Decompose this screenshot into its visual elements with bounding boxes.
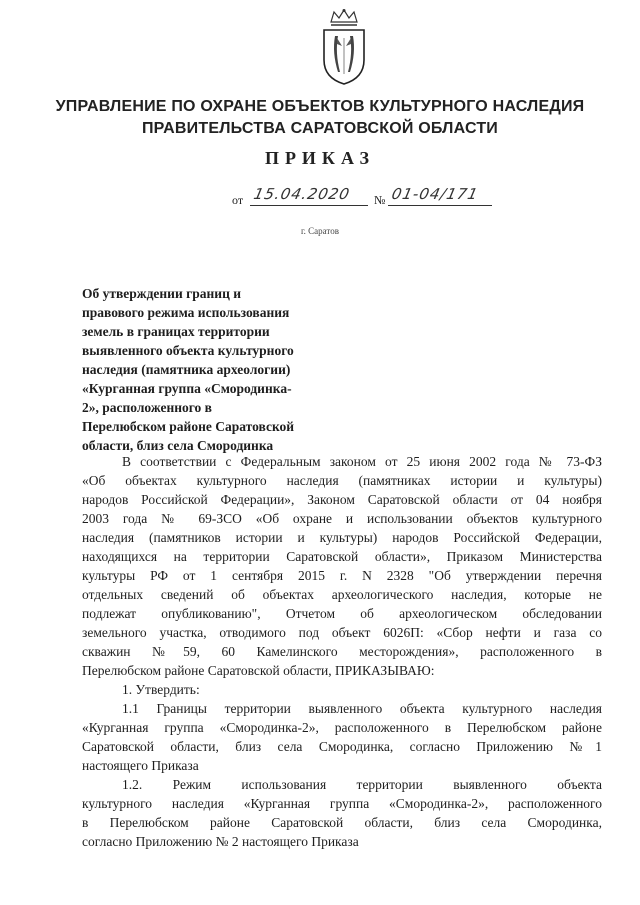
body-line: 1. Утвердить:: [122, 682, 200, 697]
body-line: «Об объектах культурного наследия (памятниках истории и культуры): [82, 473, 602, 488]
body-line: 2003 года № 69-ЗСО «Об охране и использовании объектов культурного: [82, 511, 602, 526]
handwritten-date: 15.04.2020: [252, 185, 352, 203]
body-line: культуры РФ от 1 сентября 2015 г. N 2328 "Об утверждении перечня: [82, 568, 602, 583]
body-line: в Перелюбском районе Саратовской области, близ села Смородинка,: [82, 815, 602, 830]
subject-line: 2», расположенного в: [82, 400, 212, 415]
date-label: от: [232, 193, 244, 207]
body-line: Перелюбском районе Саратовской области, ПРИКАЗЫВАЮ:: [82, 663, 435, 678]
body-line: настоящего Приказа: [82, 758, 199, 773]
body-line: 1.1 Границы территории выявленного объекта культурного наследия: [122, 701, 602, 716]
subject-line: Об утверждении границ и: [82, 286, 241, 301]
subject-line: выявленного объекта культурного: [82, 343, 294, 358]
body-line: находящихся на территории Саратовской области», Приказом Министерства: [82, 549, 602, 564]
order-date-number: [232, 185, 532, 209]
body-line: «Курганная группа «Смородинка-2», расположенного в Перелюбском районе: [82, 720, 602, 735]
subject-line: области, близ села Смородинка: [82, 438, 274, 453]
body-line: земельного участка, отводимого под объект 6026П: «Сбор нефти и газа со: [82, 625, 602, 640]
document-body: [82, 452, 602, 851]
body-line: культурного наследия «Курганная группа «Смородинка-2», расположенного: [82, 796, 602, 811]
subject-line: земель в границах территории: [82, 324, 270, 339]
organization-name: [0, 96, 640, 140]
body-line: 1.2. Режим использования территории выявленного объекта: [122, 777, 602, 792]
subject-line: «Курганная группа «Смородинка-: [82, 381, 292, 396]
saratov-coat-of-arms-icon: [318, 8, 370, 88]
subject-line: наследия (памятника археологии): [82, 362, 291, 377]
document-subject: [82, 284, 382, 455]
body-line: отдельных сведений об объектах археологического наследия, которые не: [82, 587, 602, 602]
body-line: скважин №59, 60 Камелинского месторождения», расположенного в: [82, 644, 602, 659]
body-line: народов Российской Федерации», Законом Саратовской области от 04 ноября: [82, 492, 602, 507]
body-line: В соответствии с Федеральным законом от 25 июня 2002 года № 73-ФЗ: [122, 454, 602, 469]
document-title: ПРИКАЗ: [264, 148, 376, 168]
city-name: г. Саратов: [301, 226, 339, 236]
body-line: Саратовской области, близ села Смородинка, согласно Приложению №1: [82, 739, 602, 754]
body-line: наследия (памятников истории и культуры) народов Российской Федерации,: [82, 530, 602, 545]
handwritten-number: 01-04/171: [390, 185, 481, 203]
date-underline: [250, 205, 368, 206]
number-underline: [388, 205, 492, 206]
body-line: подлежат опубликованию", Отчетом об археологическом обследовании: [82, 606, 602, 621]
body-line: согласно Приложению № 2 настоящего Приказа: [82, 834, 359, 849]
org-line-1: УПРАВЛЕНИЕ ПО ОХРАНЕ ОБЪЕКТОВ КУЛЬТУРНОГО НАСЛЕДИЯ: [55, 98, 585, 115]
org-line-2: ПРАВИТЕЛЬСТВА САРАТОВСКОЙ ОБЛАСТИ: [141, 120, 498, 137]
subject-line: Перелюбском районе Саратовской: [82, 419, 295, 434]
number-label: №: [374, 193, 386, 207]
subject-line: правового режима использования: [82, 305, 290, 320]
